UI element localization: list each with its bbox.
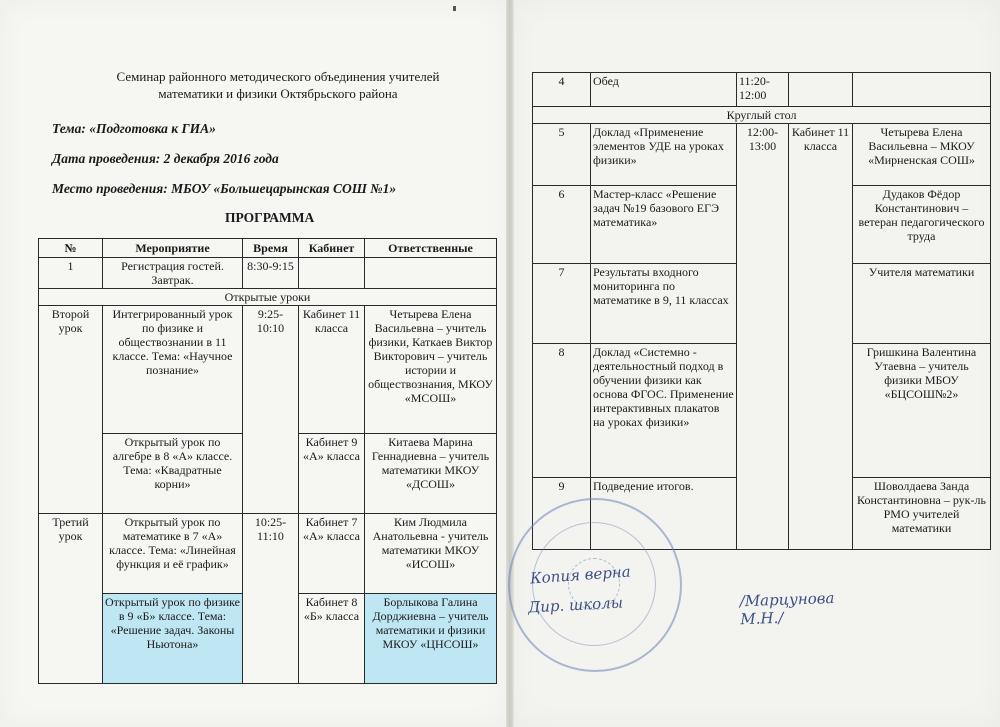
table-row — [533, 73, 991, 107]
second-lesson-b-resp: Китаева Марина Геннадиевна – учитель математики МКОУ «ДСОШ» — [365, 434, 497, 514]
seminar-line-2: математики и физики Октябрьского района — [158, 86, 398, 101]
header-num: № — [39, 239, 103, 258]
header-event: Мероприятие — [103, 239, 243, 258]
table-header-row — [39, 239, 497, 258]
third-lesson-a-resp: Ким Людмила Анатольевна - учитель математики МКОУ «ИСОШ» — [365, 514, 497, 594]
second-lesson-a-room: Кабинет 11 класса — [299, 306, 365, 434]
row1-resp — [365, 258, 497, 289]
third-lesson-b-resp: Борлыкова Галина Дорджиевна – учитель математики и физики МКОУ «ЦНСОШ» — [365, 594, 497, 684]
row9-event: Подведение итогов. — [591, 478, 737, 550]
row5-resp: Четырева Елена Васильевна – МКОУ «Мирненская СОШ» — [853, 124, 991, 186]
program-table-right — [532, 72, 991, 550]
row7-num: 7 — [533, 264, 591, 344]
date-line: Дата проведения: 2 декабря 2016 года — [52, 151, 279, 166]
third-lesson-label: Третий урок — [39, 514, 103, 684]
section-row — [533, 107, 991, 124]
third-lesson-a-room: Кабинет 7 «А» класса — [299, 514, 365, 594]
certification-signature — [527, 562, 870, 636]
round-time: 12:00-13:00 — [737, 124, 789, 550]
row1-time: 8:30-9:15 — [243, 258, 299, 289]
row5-event: Доклад «Применение элементов УДЕ на уроках физики» — [591, 124, 737, 186]
program-table-left — [38, 238, 497, 684]
table-row — [39, 514, 497, 594]
second-lesson-b-event: Открытый урок по алгебре в 8 «А» классе. Тема: «Квадратные корни» — [103, 434, 243, 514]
row7-resp: Учителя математики — [853, 264, 991, 344]
table-row — [39, 258, 497, 289]
table-row — [39, 306, 497, 434]
second-lesson-label: Второй урок — [39, 306, 103, 514]
row1-event: Регистрация гостей. Завтрак. — [103, 258, 243, 289]
signature-line-3: /Марцунова М.Н./ — [739, 588, 835, 629]
row8-event: Доклад «Системно - деятельностный подход в обучении физики как основа ФГОС. Применение интерактивных плакатов на уроках физики» — [591, 344, 737, 478]
row7-event: Результаты входного мониторинга по математике в 9, 11 классах — [591, 264, 737, 344]
section-open-lessons: Открытые уроки — [39, 289, 497, 306]
seminar-line-1: Семинар районного методического объединения учителей — [116, 69, 440, 84]
third-lesson-a-event: Открытый урок по математике в 7 «А» классе. Тема: «Линейная функция и её график» — [103, 514, 243, 594]
row6-resp: Дудаков Фёдор Константинович – ветеран педагогического труда — [853, 186, 991, 264]
row4-num: 4 — [533, 73, 591, 107]
second-lesson-a-resp: Четырева Елена Васильевна – учитель физики, Каткаев Виктор Викторович – учитель истории и обществознания, МКОУ «МСОШ» — [365, 306, 497, 434]
header-room: Кабинет — [299, 239, 365, 258]
seminar-title — [58, 68, 498, 102]
row4-room — [789, 73, 853, 107]
header-time: Время — [243, 239, 299, 258]
row6-num: 6 — [533, 186, 591, 264]
row8-num: 8 — [533, 344, 591, 478]
row4-resp — [853, 73, 991, 107]
row1-room — [299, 258, 365, 289]
table-row — [533, 124, 991, 186]
section-round-table: Круглый стол — [533, 107, 991, 124]
row8-resp: Гришкина Валентина Утаевна – учитель физики МБОУ «БЦСОШ№2» — [853, 344, 991, 478]
section-row — [39, 289, 497, 306]
second-lesson-time: 9:25-10:10 — [243, 306, 299, 514]
third-lesson-b-room: Кабинет 8 «Б» класса — [299, 594, 365, 684]
row4-event: Обед — [591, 73, 737, 107]
third-lesson-b-event: Открытый урок по физике в 9 «Б» классе. Тема: «Решение задач. Законы Ньютона» — [103, 594, 243, 684]
third-lesson-time: 10:25-11:10 — [243, 514, 299, 684]
second-lesson-a-event: Интегрированный урок по физике и обществознании в 11 классе. Тема: «Научное познание» — [103, 306, 243, 434]
row1-num: 1 — [39, 258, 103, 289]
row9-num: 9 — [533, 478, 591, 550]
theme-line: Тема: «Подготовка к ГИА» — [52, 121, 216, 136]
row5-num: 5 — [533, 124, 591, 186]
place-line: Место проведения: МБОУ «Большецарынская СОШ №1» — [52, 181, 397, 196]
round-room: Кабинет 11 класса — [789, 124, 853, 550]
row4-time: 11:20-12:00 — [737, 73, 789, 107]
row9-resp: Шоволдаева Занда Константиновна – рук-ль РМО учителей математики — [853, 478, 991, 550]
row6-event: Мастер-класс «Решение задач №19 базового ЕГЭ математика» — [591, 186, 737, 264]
program-heading: ПРОГРАММА — [225, 210, 315, 225]
second-lesson-b-room: Кабинет 9 «А» класса — [299, 434, 365, 514]
signature-line-2: Дир. школы — [527, 593, 624, 617]
page-fold — [506, 0, 514, 727]
header-resp: Ответственные — [365, 239, 497, 258]
signature-line-1: Копия верна — [529, 562, 632, 588]
ink-mark — [453, 6, 456, 11]
